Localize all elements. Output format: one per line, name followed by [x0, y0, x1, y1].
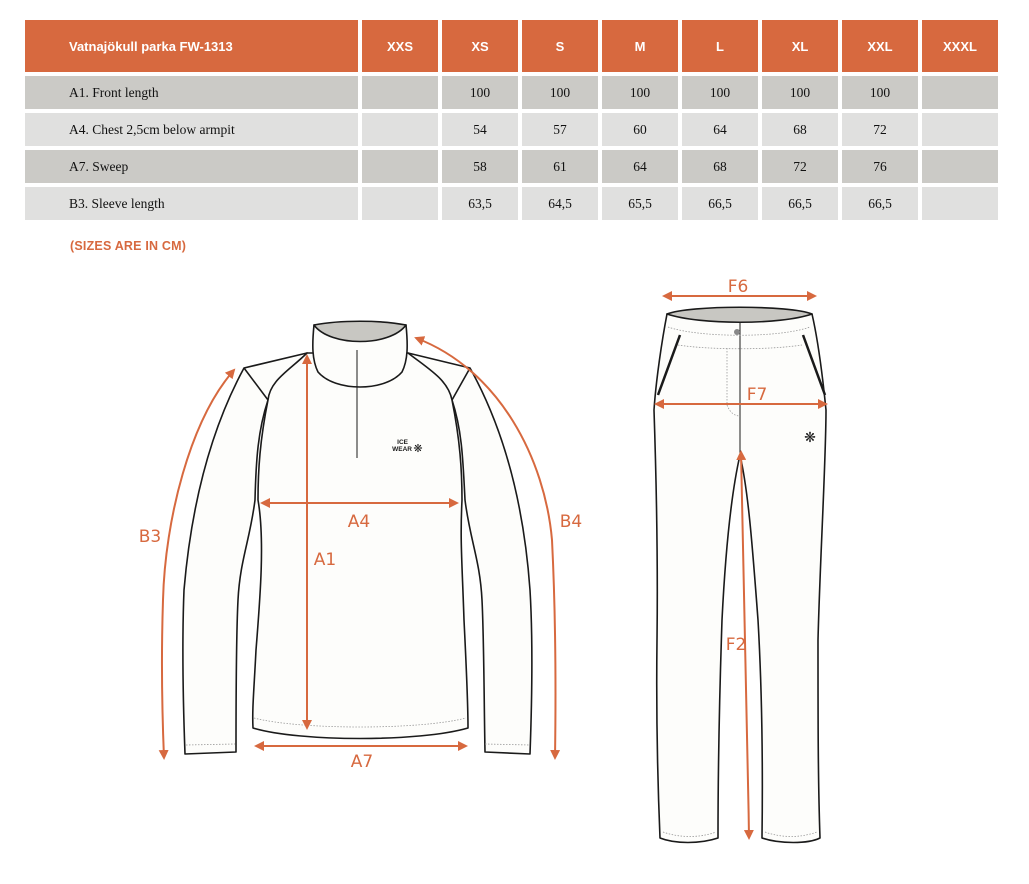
row-label: A4. Chest 2,5cm below armpit: [25, 113, 358, 146]
cell: 66,5: [842, 187, 918, 220]
jacket-drawing: [183, 321, 532, 754]
cell: 100: [442, 76, 518, 109]
cell: 72: [842, 113, 918, 146]
product-title: Vatnajökull parka FW-1313: [25, 20, 358, 72]
a4-label: A4: [347, 512, 371, 532]
f6-label: F6: [727, 277, 749, 297]
cell: 58: [442, 150, 518, 183]
jacket-body: [253, 353, 468, 739]
cell: 72: [762, 150, 838, 183]
row-label: A1. Front length: [25, 76, 358, 109]
size-header-xs: XS: [442, 20, 518, 72]
cell: 65,5: [602, 187, 678, 220]
f7-label: F7: [746, 385, 768, 405]
cell: 63,5: [442, 187, 518, 220]
size-header-xxl: XXL: [842, 20, 918, 72]
cell: 68: [682, 150, 758, 183]
cell: 61: [522, 150, 598, 183]
cell: 57: [522, 113, 598, 146]
pants-button: [734, 329, 740, 335]
cell: 66,5: [762, 187, 838, 220]
b3-label: B3: [138, 527, 162, 547]
cell: 76: [842, 150, 918, 183]
cell: 100: [522, 76, 598, 109]
svg-text:ICE: ICE: [397, 439, 408, 446]
cell: 64: [682, 113, 758, 146]
size-header-s: S: [522, 20, 598, 72]
cell: 68: [762, 113, 838, 146]
row-label: A7. Sweep: [25, 150, 358, 183]
snowflake-icon: ❋: [804, 431, 816, 446]
cell: 100: [842, 76, 918, 109]
cell: 60: [602, 113, 678, 146]
cell: 64: [602, 150, 678, 183]
size-header-xl: XL: [762, 20, 838, 72]
size-header-l: L: [682, 20, 758, 72]
a1-label: A1: [313, 550, 337, 570]
size-header-m: M: [602, 20, 678, 72]
svg-text:WEAR: WEAR: [392, 446, 412, 453]
cell: 100: [682, 76, 758, 109]
pants-drawing: [654, 307, 826, 842]
cell: 64,5: [522, 187, 598, 220]
cell: 100: [762, 76, 838, 109]
snowflake-icon: ❋: [413, 443, 423, 455]
cell: 100: [602, 76, 678, 109]
size-header-xxxl: XXXL: [922, 20, 998, 72]
b4-label: B4: [559, 512, 583, 532]
a7-label: A7: [350, 752, 374, 772]
cell: 54: [442, 113, 518, 146]
cell: 66,5: [682, 187, 758, 220]
units-note: (SIZES ARE IN CM): [70, 239, 187, 253]
row-label: B3. Sleeve length: [25, 187, 358, 220]
size-header-xxs: XXS: [362, 20, 438, 72]
f2-label: F2: [725, 635, 747, 655]
